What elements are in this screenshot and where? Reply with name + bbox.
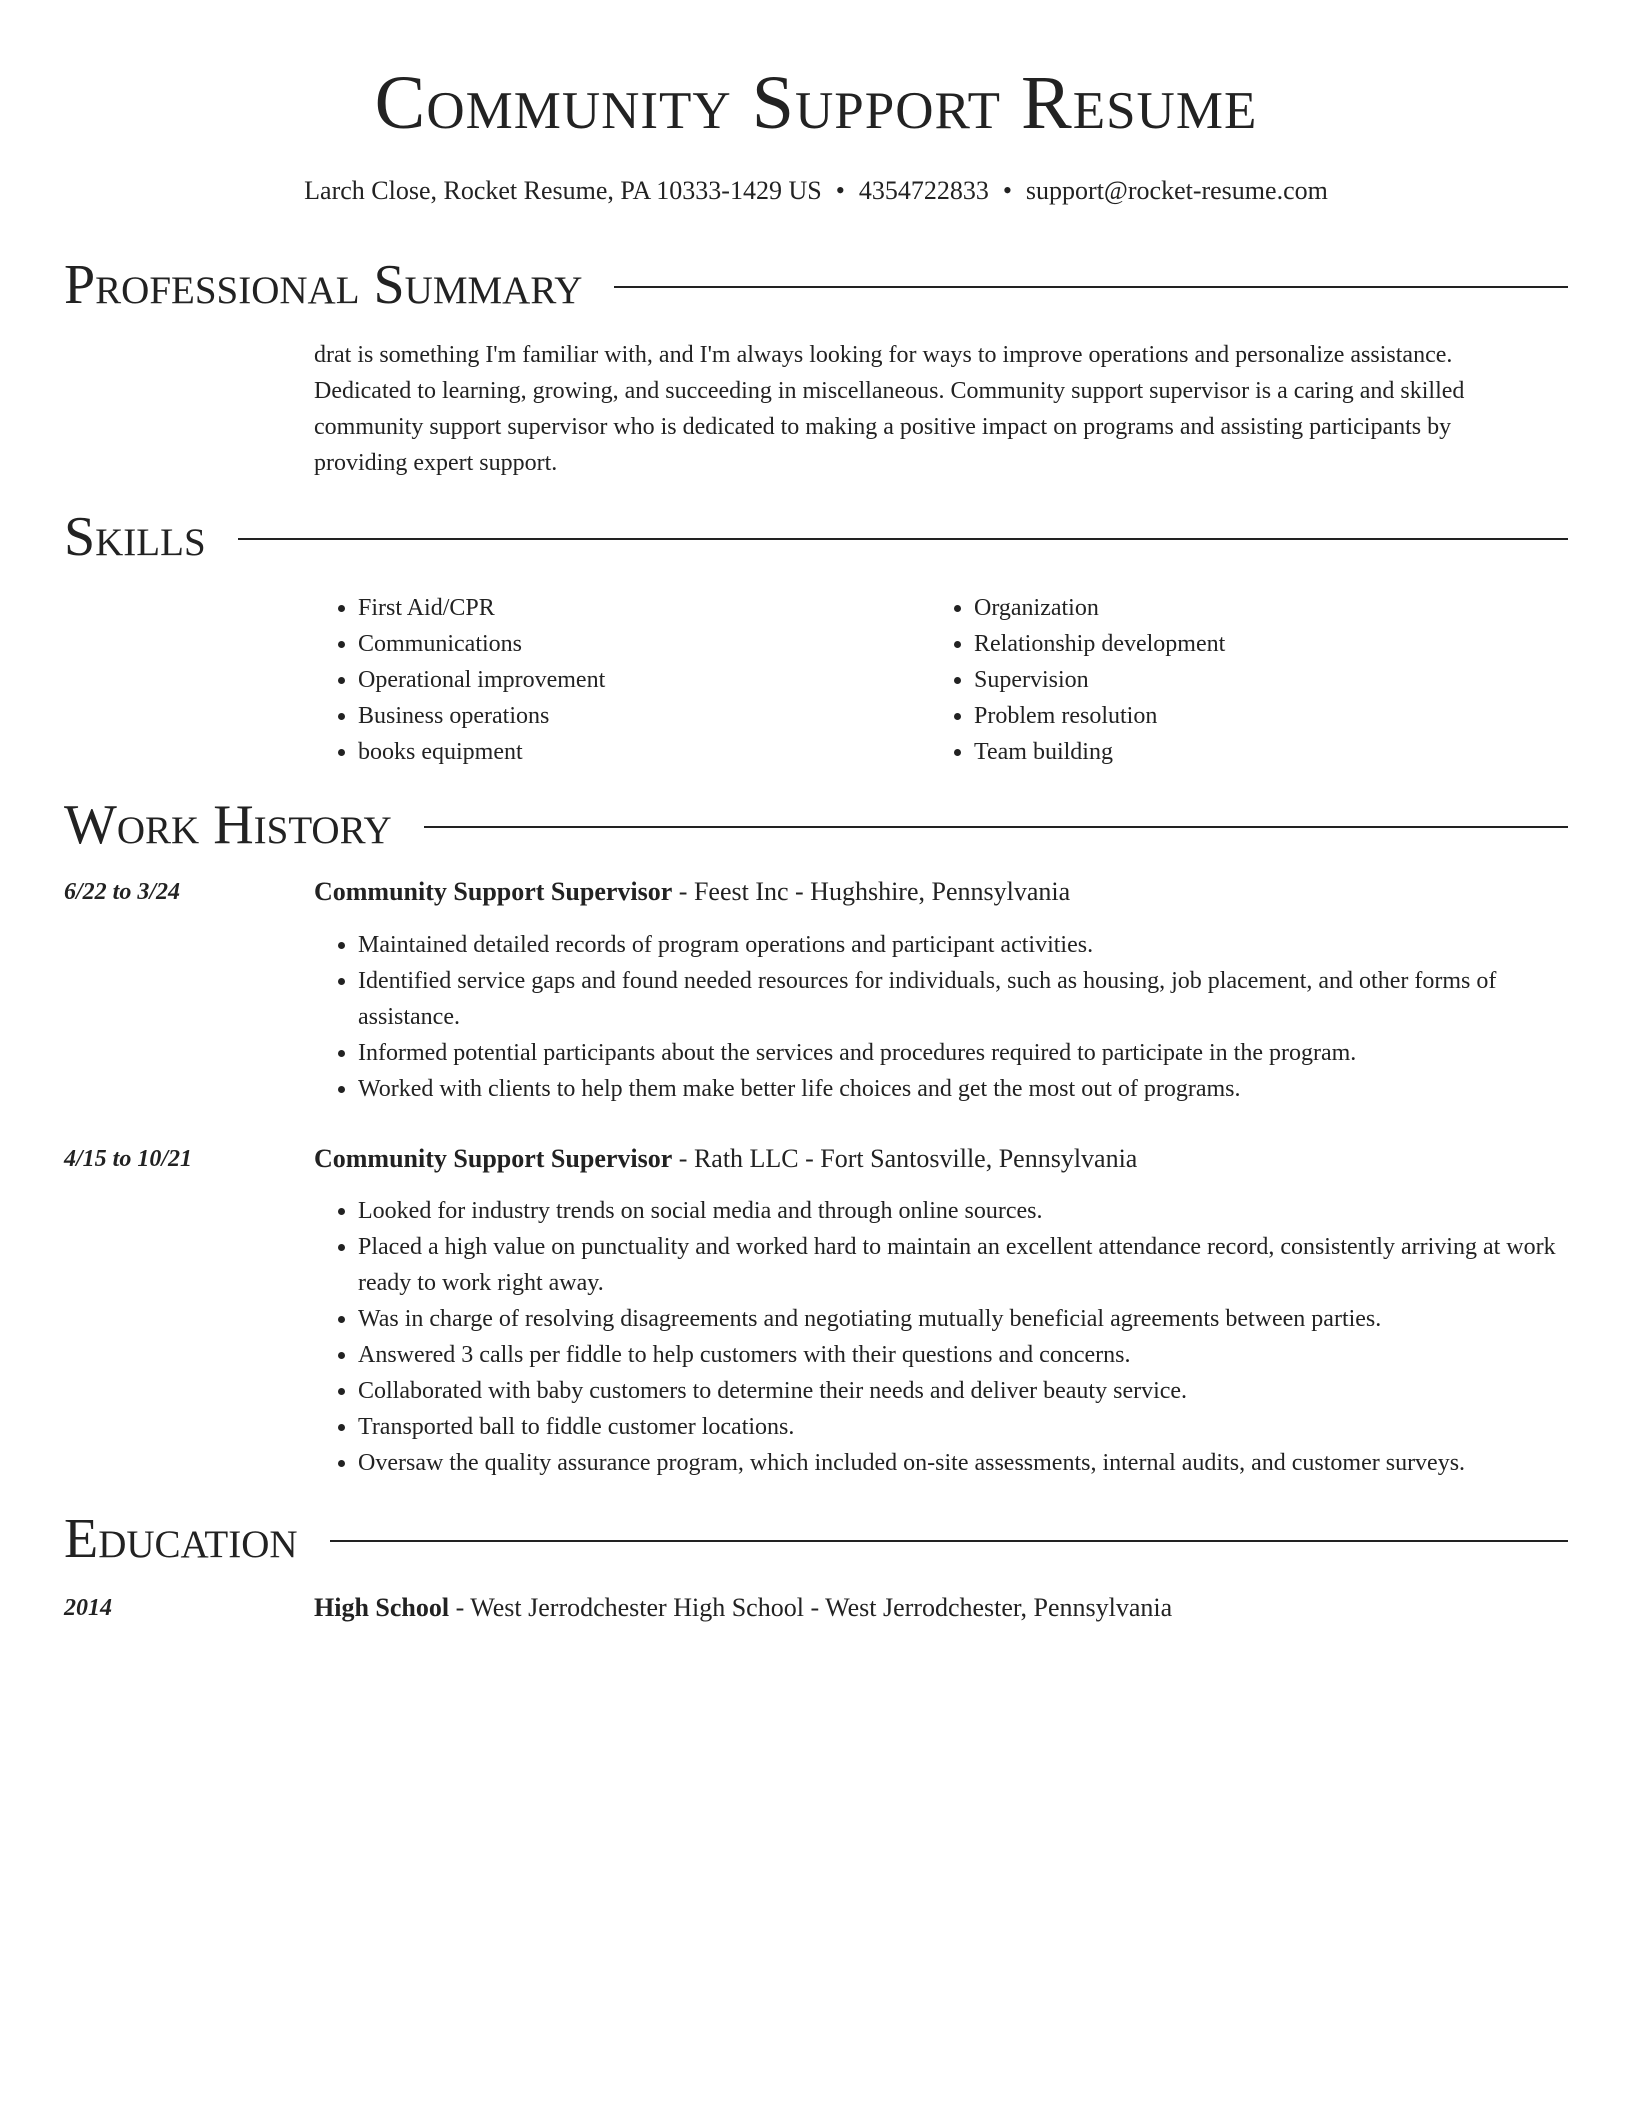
skill-item: • Business operations (358, 698, 930, 734)
job-bullet: • Informed potential participants about the services and procedures required to participate in the program. (358, 1035, 1564, 1071)
education-line (314, 1590, 1172, 1626)
job-employer: - Rath LLC - Fort Santosville, Pennsylvania (672, 1144, 1138, 1173)
education-degree: High School (314, 1593, 450, 1622)
skill-item: • books equipment (358, 734, 930, 770)
education-year: 2014 (64, 1595, 112, 1621)
contact-separator: • (1002, 176, 1012, 205)
job-bullet: • Looked for industry trends on social media and through online sources. (358, 1193, 1564, 1229)
skills-column-right (930, 590, 1546, 770)
skills-column-left (314, 590, 930, 770)
job-bullet: • Placed a high value on punctuality and worked hard to maintain an excellent attendance record, consistently arriving at work ready to work right away. (358, 1229, 1564, 1301)
contact-email[interactable]: support@rocket-resume.com (1025, 176, 1328, 205)
job-bullet: • Maintained detailed records of program operations and participant activities. (358, 927, 1564, 963)
job-bullet: • Transported ball to fiddle customer locations. (358, 1409, 1564, 1445)
job-bullets (314, 1193, 1564, 1481)
contact-separator: • (835, 176, 845, 205)
skill-item: • Communications (358, 626, 930, 662)
skill-item: • First Aid/CPR (358, 590, 930, 626)
contact-line (0, 174, 1632, 208)
contact-address: Larch Close, Rocket Resume, PA 10333-1429 US (304, 176, 822, 205)
job-title-line (314, 1141, 1137, 1177)
skills-heading: Skills (64, 506, 206, 568)
section-divider (424, 826, 1568, 828)
job-bullet: • Worked with clients to help them make better life choices and get the most out of programs. (358, 1071, 1564, 1107)
job-bullet: • Oversaw the quality assurance program, which included on-site assessments, internal audits, and customer surveys. (358, 1445, 1564, 1481)
skill-item: • Problem resolution (974, 698, 1546, 734)
skill-item: • Organization (974, 590, 1546, 626)
summary-heading: Professional Summary (64, 254, 583, 316)
job-title-line (314, 874, 1070, 910)
job-bullet: • Answered 3 calls per fiddle to help customers with their questions and concerns. (358, 1337, 1564, 1373)
skill-item: • Operational improvement (358, 662, 930, 698)
section-divider (330, 1540, 1568, 1542)
job-employer: - Feest Inc - Hughshire, Pennsylvania (672, 877, 1071, 906)
skills-section-header (64, 505, 1568, 569)
contact-phone: 4354722833 (858, 176, 989, 205)
job-dates: 6/22 to 3/24 (64, 879, 181, 905)
section-divider (238, 538, 1568, 540)
job-title: Community Support Supervisor (314, 1144, 673, 1173)
skills-list (314, 590, 1564, 770)
skill-item: • Supervision (974, 662, 1546, 698)
education-section-header (64, 1507, 1568, 1571)
education-heading: Education (64, 1508, 298, 1570)
section-divider (614, 286, 1568, 288)
resume-title: Community Support Resume (374, 61, 1258, 145)
summary-section-header (64, 253, 1568, 317)
education-school: - West Jerrodchester High School - West Jerrodchester, Pennsylvania (449, 1593, 1173, 1622)
job-bullet: • Collaborated with baby customers to determine their needs and deliver beauty service. (358, 1373, 1564, 1409)
work-section-header (64, 793, 1568, 857)
work-heading: Work History (64, 794, 392, 856)
job-dates: 4/15 to 10/21 (64, 1146, 193, 1172)
skill-item: • Team building (974, 734, 1546, 770)
job-title: Community Support Supervisor (314, 877, 673, 906)
job-bullet: • Was in charge of resolving disagreements and negotiating mutually beneficial agreements between parties. (358, 1301, 1564, 1337)
job-bullets (314, 927, 1564, 1107)
summary-text: drat is something I'm familiar with, and I'm always looking for ways to improve operations and personalize assistance. Dedicated to learning, growing, and succeeding in miscellaneous. Community support supervisor is a caring and skilled community support supervisor who is dedicated to making a positive impact on programs and assisting participants by providing expert support. (314, 342, 1465, 476)
skill-item: • Relationship development (974, 626, 1546, 662)
job-bullet: • Identified service gaps and found needed resources for individuals, such as housing, job placement, and other forms of assistance. (358, 963, 1564, 1035)
